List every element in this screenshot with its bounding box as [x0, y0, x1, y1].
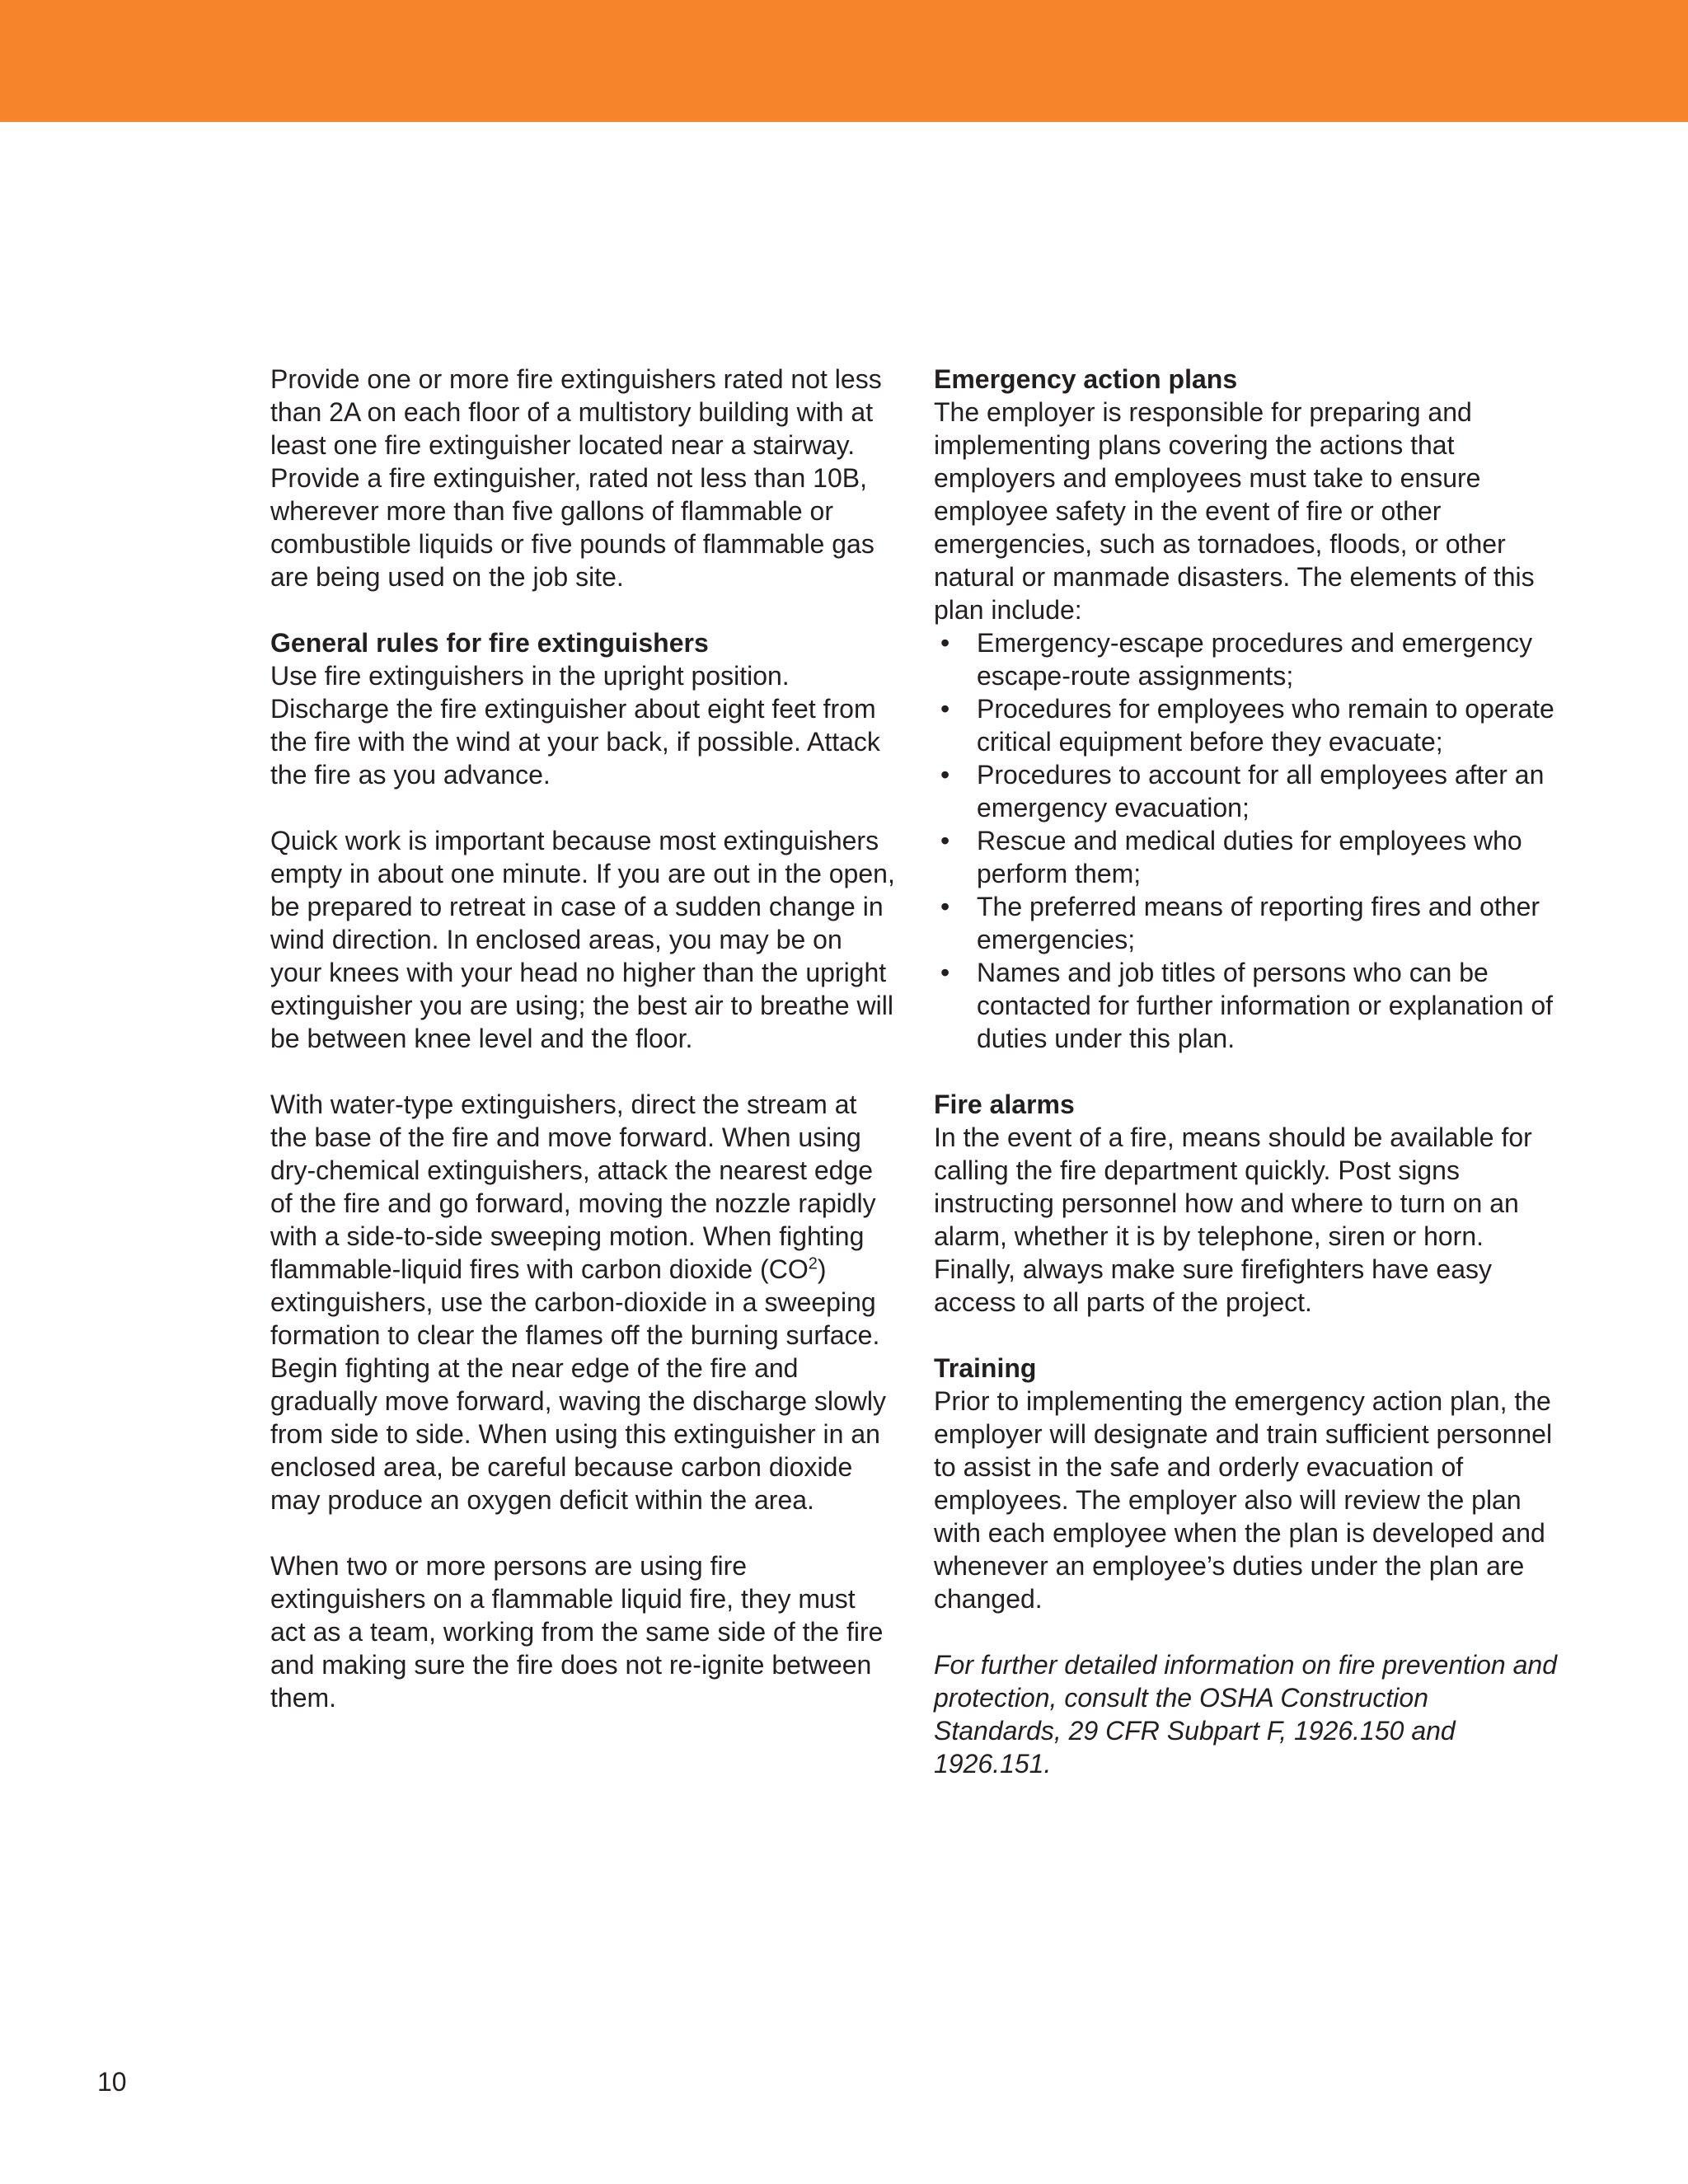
bullet-icon: • — [940, 892, 950, 921]
general-rules-paragraph-2: Quick work is important because most extinguishers empty in about one minute. If you are out in the open, be prepared to retreat in case of a sudden change in wind direction. In enclosed areas, you may be on your knees with your head no higher than the upright extinguisher you are using; the best air to breathe will be between knee level and the floor. — [270, 826, 895, 1053]
general-rules-paragraph-4: When two or more persons are using fire extinguishers on a flammable liquid fire, they must act as a team, working from the same side of the fire and making sure the fire does not re-ignite between them. — [270, 1551, 884, 1713]
bullet-icon: • — [940, 628, 950, 658]
left-column — [270, 363, 897, 1714]
list-item-text: Procedures for employees who remain to operate critical equipment before they evacuate; — [977, 694, 1554, 757]
further-info-note: For further detailed information on fire prevention and protection, consult the OSHA Construction Standards, 29 CFR Subpart F, 1926.150 and 1926.151. — [934, 1650, 1557, 1779]
intro-paragraph: Provide one or more fire extinguishers rated not less than 2A on each floor of a multistory building with at least one fire extinguisher located near a stairway. Provide a fire extinguisher, rated not less than 10B, wherever more than five gallons of flammable or combustible liquids or five pounds of flammable gas are being used on the job site. — [270, 364, 882, 592]
list-item — [934, 692, 1560, 758]
list-item — [934, 758, 1560, 824]
training-paragraph: Prior to implementing the emergency action plan, the employer will designate and train sufficient personnel to assist in the safe and orderly evacuation of employees. The employer also will review the plan with each employee when the plan is developed and whenever an employee’s duties under the plan are changed. — [934, 1386, 1553, 1614]
list-item-text: Names and job titles of persons who can be contacted for further information or explanation of duties under this plan. — [977, 958, 1554, 1053]
fire-alarms-paragraph: In the event of a fire, means should be available for calling the fire department quickly. Post signs instructing personnel how and where to turn on an alarm, whether it is by telephone, siren or horn. Finally, always make sure firefighters have easy access to all parts of the project. — [934, 1122, 1532, 1317]
general-rules-heading: General rules for fire extinguishers — [270, 628, 709, 658]
right-column — [934, 363, 1560, 1780]
list-item — [934, 956, 1560, 1055]
eap-heading: Emergency action plans — [934, 364, 1238, 394]
training-heading: Training — [934, 1353, 1037, 1383]
general-rules-paragraph-3 — [270, 1088, 897, 1516]
co2-subscript: 2 — [808, 1254, 818, 1273]
list-item-text: Emergency-escape procedures and emergency escape-route assignments; — [977, 628, 1533, 691]
list-item — [934, 824, 1560, 890]
eap-bullet-list — [934, 626, 1560, 1055]
header-band — [0, 0, 1688, 122]
bullet-icon: • — [940, 826, 950, 855]
list-item — [934, 890, 1560, 956]
list-item — [934, 626, 1560, 692]
list-item-text: The preferred means of reporting fires and other emergencies; — [977, 892, 1540, 954]
bullet-icon: • — [940, 958, 950, 987]
bullet-icon: • — [940, 694, 950, 724]
list-item-text: Procedures to account for all employees after an emergency evacuation; — [977, 760, 1545, 823]
paragraph-3-text-a: With water-type extinguishers, direct the stream at the base of the fire and move forward. When using dry-chemical extinguishers, attack the nearest edge of the fire and go forward, moving the nozzle rapidly with a side-to-side sweeping motion. When fighting flammable-liquid fires with carbon dioxide (CO — [270, 1090, 876, 1284]
general-rules-paragraph-1: Use fire extinguishers in the upright position. Discharge the fire extinguisher about eight feet from the fire with the wind at your back, if possible. Attack the fire as you advance. — [270, 661, 880, 790]
fire-alarms-heading: Fire alarms — [934, 1090, 1075, 1119]
page-number: 10 — [97, 2067, 127, 2097]
bullet-icon: • — [940, 760, 950, 790]
eap-intro-paragraph: The employer is responsible for preparing and implementing plans covering the actions that employers and employees must take to ensure employee safety in the event of fire or other emergencies, such as tornadoes, floods, or other natural or manmade disasters. The elements of this plan include: — [934, 397, 1535, 625]
paragraph-3-text-b: ) extinguishers, use the carbon-dioxide in a sweeping formation to clear the flames off the burning surface. Begin fighting at the near edge of the fire and gradually move forward, waving the discharge slowly from side to side. When using this extinguisher in an enclosed area, be careful because carbon dioxide may produce an oxygen deficit within the area. — [270, 1254, 887, 1515]
list-item-text: Rescue and medical duties for employees who perform them; — [977, 826, 1522, 888]
